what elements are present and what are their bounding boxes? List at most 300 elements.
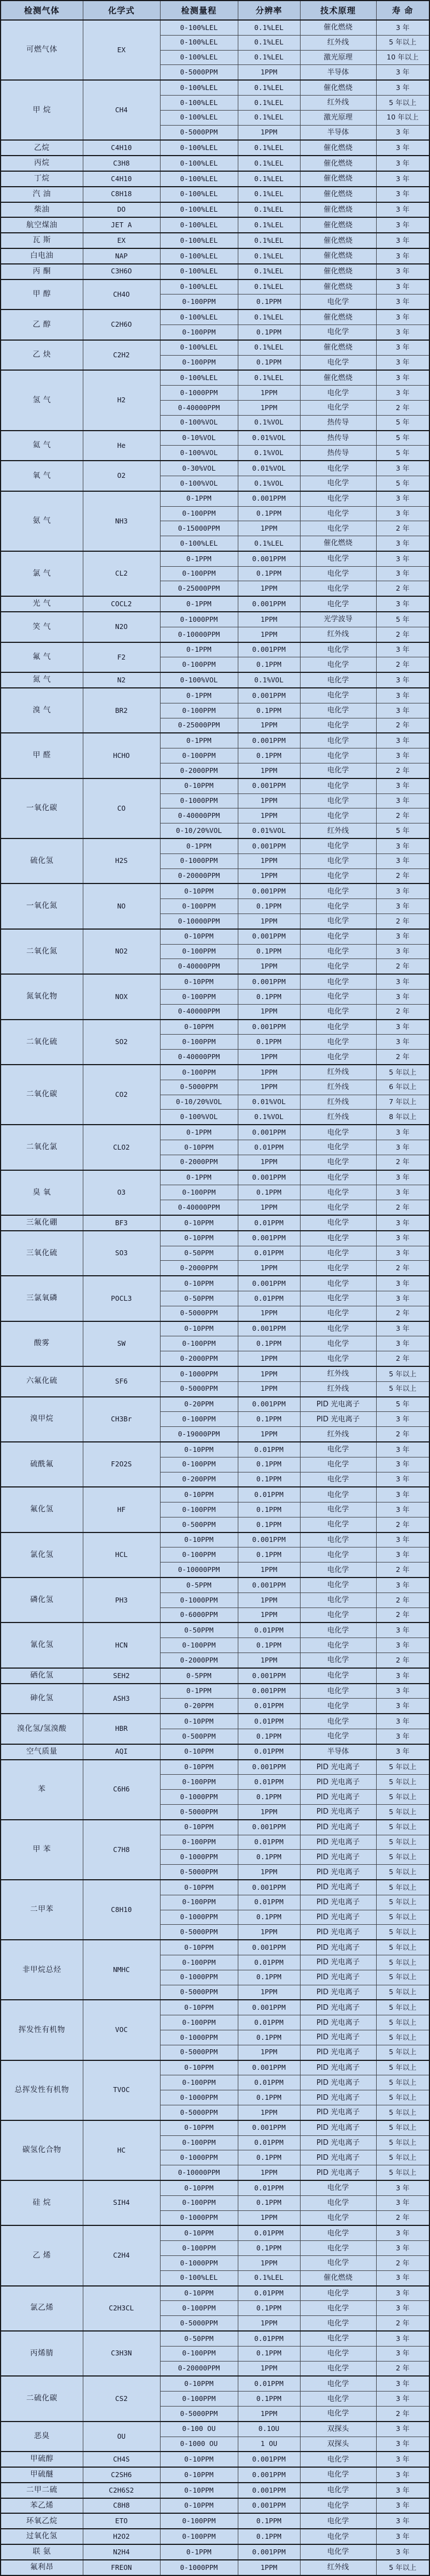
range-cell: 0-5000PPM	[160, 1306, 238, 1321]
principle-cell: 电化学	[300, 2346, 376, 2361]
gas-group	[1, 1231, 429, 1276]
principle-cell: 电化学	[300, 2376, 376, 2391]
principle-cell: PID 光电离子	[300, 1835, 376, 1850]
gas-group	[1, 2529, 429, 2544]
gas-group	[1, 2467, 429, 2483]
lifetime-cell: 5 年以上	[376, 2135, 429, 2150]
range-cell: 0-10PPM	[160, 1276, 238, 1291]
range-cell: 0-1PPM	[160, 596, 238, 612]
principle-cell: 电化学	[300, 581, 376, 596]
range-cell: 0-10PPM	[160, 1140, 238, 1155]
principle-cell: 红外线	[300, 95, 376, 110]
gas-name-cell: 溴化氢/氢溴酸	[1, 1714, 83, 1744]
principle-cell: PID 光电离子	[300, 1790, 376, 1805]
gas-group	[1, 929, 429, 974]
range-cell: 0-5000PPM	[160, 1080, 238, 1095]
lifetime-cell: 3 年	[376, 793, 429, 808]
lifetime-cell: 3 年	[376, 990, 429, 1005]
principle-cell: PID 光电离子	[300, 1955, 376, 1970]
gas-name-cell: 碳氢化合物	[1, 2120, 83, 2180]
chemical-formula-cell: H2O2	[83, 2529, 160, 2544]
resolution-cell: 0.01PPM	[238, 2015, 300, 2030]
range-cell: 0-100PPM	[160, 748, 238, 763]
resolution-cell: 0.1PPM	[238, 2030, 300, 2045]
gas-group	[1, 2180, 429, 2225]
resolution-cell: 0.01PPM	[238, 2376, 300, 2391]
resolution-cell: 0.1PPM	[238, 2346, 300, 2361]
lifetime-cell: 5 年以上	[376, 35, 429, 50]
lifetime-cell: 3 年	[376, 1246, 429, 1261]
lifetime-cell: 2 年	[376, 1155, 429, 1170]
resolution-cell: 1PPM	[238, 2255, 300, 2270]
spec-row	[1, 1532, 429, 1547]
resolution-cell: 0.001PPM	[238, 1940, 300, 1955]
range-cell: 0-10PPM	[160, 2225, 238, 2240]
lifetime-cell: 5 年以上	[376, 1940, 429, 1955]
resolution-cell: 1PPM	[238, 718, 300, 733]
resolution-cell: 0.1%VOL	[238, 672, 300, 688]
resolution-cell: 0.01PPM	[238, 1955, 300, 1970]
range-cell: 0-50PPM	[160, 2331, 238, 2346]
gas-name-cell: 一氧化碳	[1, 778, 83, 838]
resolution-cell: 0.1%LEL	[238, 370, 300, 385]
lifetime-cell: 3 年	[376, 1140, 429, 1155]
resolution-cell: 1PPM	[238, 763, 300, 778]
lifetime-cell: 2 年	[376, 2316, 429, 2331]
range-cell: 0-100%LEL	[160, 140, 238, 156]
principle-cell: 电化学	[300, 521, 376, 536]
gas-name-cell: 甲 苯	[1, 1820, 83, 1880]
gas-name-cell: 丙烯腈	[1, 2331, 83, 2376]
chemical-formula-cell: CS2	[83, 2376, 160, 2421]
chemical-formula-cell: C4H10	[83, 171, 160, 187]
resolution-cell: 1PPM	[238, 2316, 300, 2331]
range-cell: 0-100PPM	[160, 506, 238, 521]
lifetime-cell: 3 年	[376, 1321, 429, 1336]
spec-row	[1, 551, 429, 566]
chemical-formula-cell: BR2	[83, 688, 160, 733]
spec-row	[1, 2120, 429, 2135]
resolution-cell: 0.01PPM	[238, 1215, 300, 1231]
range-cell: 0-40000PPM	[160, 1200, 238, 1215]
lifetime-cell: 3 年	[376, 2498, 429, 2514]
principle-cell: 电化学	[300, 1577, 376, 1592]
chemical-formula-cell: BF3	[83, 1215, 160, 1231]
chemical-formula-cell: PH3	[83, 1577, 160, 1623]
gas-name-cell: 硒化氢	[1, 1668, 83, 1684]
resolution-cell: 1PPM	[238, 1366, 300, 1381]
principle-cell: 电化学	[300, 1607, 376, 1623]
resolution-cell: 0.01PPM	[238, 1487, 300, 1502]
lifetime-cell: 3 年	[376, 1276, 429, 1291]
lifetime-cell: 3 年	[376, 1185, 429, 1200]
principle-cell: 电化学	[300, 1547, 376, 1562]
gas-name-cell: 二氧化硫	[1, 1020, 83, 1065]
range-cell: 0-5000PPM	[160, 65, 238, 80]
principle-cell: 红外线	[300, 1095, 376, 1110]
lifetime-cell: 3 年	[376, 899, 429, 914]
lifetime-cell: 2 年	[376, 2361, 429, 2376]
principle-cell: 电化学	[300, 1517, 376, 1532]
gas-group	[1, 838, 429, 883]
resolution-cell: 1PPM	[238, 1080, 300, 1095]
chemical-formula-cell: FREON	[83, 2560, 160, 2575]
resolution-cell: 0.1PPM	[238, 1790, 300, 1805]
spec-row	[1, 1397, 429, 1412]
chemical-formula-cell: C7H8	[83, 1820, 160, 1880]
resolution-cell: 1PPM	[238, 914, 300, 929]
principle-cell: 电化学	[300, 2467, 376, 2483]
chemical-formula-cell: O3	[83, 1170, 160, 1215]
resolution-cell: 1PPM	[238, 1427, 300, 1442]
chemical-formula-cell: EX	[83, 233, 160, 248]
gas-group	[1, 1744, 429, 1760]
gas-group	[1, 2376, 429, 2421]
resolution-cell: 0.001PPM	[238, 1684, 300, 1699]
range-cell: 0-25000PPM	[160, 718, 238, 733]
principle-cell: 电化学	[300, 1336, 376, 1351]
principle-cell: 电化学	[300, 1246, 376, 1261]
chemical-formula-cell: C2H6O	[83, 309, 160, 340]
gas-group	[1, 1215, 429, 1231]
principle-cell: 催化燃烧	[300, 340, 376, 355]
principle-cell: 电化学	[300, 868, 376, 883]
chemical-formula-cell: HCL	[83, 1532, 160, 1577]
range-cell: 0-50PPM	[160, 1623, 238, 1638]
spec-row	[1, 171, 429, 187]
gas-group	[1, 1577, 429, 1623]
gas-group	[1, 1366, 429, 1397]
gas-group	[1, 2000, 429, 2060]
resolution-cell: 0.001PPM	[238, 2120, 300, 2135]
resolution-cell: 0.1%LEL	[238, 35, 300, 50]
principle-cell: 催化燃烧	[300, 80, 376, 95]
range-cell: 0-100%LEL	[160, 156, 238, 171]
range-cell: 0-1000PPM	[160, 2030, 238, 2045]
lifetime-cell: 5 年	[376, 446, 429, 461]
lifetime-cell: 5 年	[376, 612, 429, 627]
gas-group	[1, 1397, 429, 1442]
spec-row	[1, 80, 429, 95]
lifetime-cell: 3 年	[376, 370, 429, 385]
principle-cell: 电化学	[300, 778, 376, 793]
resolution-cell: 0.1PPM	[238, 1412, 300, 1427]
resolution-cell: 1PPM	[238, 1155, 300, 1170]
range-cell: 0-40000PPM	[160, 1050, 238, 1065]
range-cell: 0-1000PPM	[160, 1366, 238, 1381]
lifetime-cell: 5 年	[376, 476, 429, 491]
principle-cell: 电化学	[300, 1472, 376, 1487]
range-cell: 0-40000PPM	[160, 400, 238, 415]
gas-name-cell: 氟 气	[1, 642, 83, 673]
range-cell: 0-100PPM	[160, 1502, 238, 1517]
spec-row	[1, 688, 429, 703]
resolution-cell: 0.01%VOL	[238, 1095, 300, 1110]
gas-group	[1, 2452, 429, 2467]
principle-cell: PID 光电离子	[300, 1775, 376, 1790]
range-cell: 0-5000PPM	[160, 1865, 238, 1880]
lifetime-cell: 2 年	[376, 657, 429, 672]
principle-cell: PID 光电离子	[300, 2060, 376, 2075]
lifetime-cell: 3 年	[376, 748, 429, 763]
range-cell: 0-10PPM	[160, 2060, 238, 2075]
resolution-cell: 0.01PPM	[238, 2180, 300, 2195]
resolution-cell: 1PPM	[238, 1865, 300, 1880]
range-cell: 0-1000PPM	[160, 793, 238, 808]
principle-cell: 催化燃烧	[300, 187, 376, 202]
principle-cell: 电化学	[300, 838, 376, 853]
gas-name-cell: 二甲二硫	[1, 2483, 83, 2498]
gas-group	[1, 2513, 429, 2529]
resolution-cell: 0.1%LEL	[238, 536, 300, 551]
gas-group	[1, 2483, 429, 2498]
range-cell: 0-5000PPM	[160, 2316, 238, 2331]
chemical-formula-cell: ASH3	[83, 1684, 160, 1714]
gas-name-cell: 乙 醇	[1, 309, 83, 340]
principle-cell: 电化学	[300, 703, 376, 718]
lifetime-cell: 5 年以上	[376, 1805, 429, 1820]
principle-cell: PID 光电离子	[300, 2135, 376, 2150]
resolution-cell: 1PPM	[238, 1050, 300, 1065]
spec-row	[1, 974, 429, 989]
range-cell: 0-10PPM	[160, 1714, 238, 1729]
range-cell: 0-100PPM	[160, 899, 238, 914]
gas-name-cell: 甲 烷	[1, 80, 83, 140]
spec-row	[1, 1668, 429, 1684]
lifetime-cell: 3 年	[376, 1638, 429, 1653]
gas-name-cell: 氰化氢	[1, 1623, 83, 1668]
principle-cell: 催化燃烧	[300, 20, 376, 35]
resolution-cell: 0.001PPM	[238, 838, 300, 853]
principle-cell: 电化学	[300, 2498, 376, 2514]
principle-cell: PID 光电离子	[300, 2150, 376, 2165]
lifetime-cell: 3 年	[376, 1472, 429, 1487]
resolution-cell: 0.1%VOL	[238, 476, 300, 491]
chemical-formula-cell: VOC	[83, 2000, 160, 2060]
range-cell: 0-2000PPM	[160, 1155, 238, 1170]
resolution-cell: 0.1%VOL	[238, 446, 300, 461]
gas-group	[1, 248, 429, 264]
gas-name-cell: 可燃气体	[1, 20, 83, 80]
spec-row	[1, 2286, 429, 2301]
lifetime-cell: 5 年以上	[376, 1381, 429, 1396]
resolution-cell: 1PPM	[238, 1653, 300, 1668]
resolution-cell: 1PPM	[238, 612, 300, 627]
resolution-cell: 0.001PPM	[238, 491, 300, 506]
chemical-formula-cell: H2S	[83, 838, 160, 883]
chemical-formula-cell: OU	[83, 2422, 160, 2452]
principle-cell: 电化学	[300, 763, 376, 778]
resolution-cell: 0.1PPM	[238, 748, 300, 763]
lifetime-cell: 3 年	[376, 187, 429, 202]
range-cell: 0-100%VOL	[160, 672, 238, 688]
resolution-cell: 0.1%LEL	[238, 20, 300, 35]
principle-cell: PID 光电离子	[300, 1760, 376, 1775]
lifetime-cell: 2 年	[376, 959, 429, 974]
lifetime-cell: 3 年	[376, 1035, 429, 1050]
resolution-cell: 0.1%LEL	[238, 309, 300, 325]
range-cell: 0-1PPM	[160, 551, 238, 566]
principle-cell: 电化学	[300, 883, 376, 898]
range-cell: 0-15000PPM	[160, 521, 238, 536]
lifetime-cell: 3 年	[376, 672, 429, 688]
spec-row	[1, 2060, 429, 2075]
spec-row	[1, 340, 429, 355]
principle-cell: 电化学	[300, 990, 376, 1005]
lifetime-cell: 3 年	[376, 140, 429, 156]
principle-cell: 电化学	[300, 1231, 376, 1246]
lifetime-cell: 5 年以上	[376, 1985, 429, 2000]
range-cell: 0-10PPM	[160, 1880, 238, 1895]
range-cell: 0-10PPM	[160, 1744, 238, 1760]
resolution-cell: 0.001PPM	[238, 2452, 300, 2467]
gas-name-cell: 氧 气	[1, 461, 83, 491]
range-cell: 0-5000PPM	[160, 1985, 238, 2000]
lifetime-cell: 3 年	[376, 566, 429, 581]
principle-cell: 催化燃烧	[300, 140, 376, 156]
gas-name-cell: 非甲烷总烃	[1, 1940, 83, 2000]
gas-group	[1, 612, 429, 642]
lifetime-cell: 5 年以上	[376, 1835, 429, 1850]
range-cell: 0-100%VOL	[160, 446, 238, 461]
gas-name-cell: 硅 烷	[1, 2180, 83, 2225]
chemical-formula-cell: He	[83, 431, 160, 461]
lifetime-cell: 5 年以上	[376, 2120, 429, 2135]
range-cell: 0-1PPM	[160, 1170, 238, 1185]
spec-row	[1, 1760, 429, 1775]
range-cell: 0-1PPM	[160, 838, 238, 853]
resolution-cell: 0.1PPM	[238, 2529, 300, 2544]
principle-cell: PID 光电离子	[300, 1805, 376, 1820]
range-cell: 0-10PPM	[160, 929, 238, 944]
gas-name-cell: 氨 气	[1, 491, 83, 551]
gas-group	[1, 1125, 429, 1170]
lifetime-cell: 3 年	[376, 1502, 429, 1517]
spec-row	[1, 2498, 429, 2514]
resolution-cell: 0.01%VOL	[238, 431, 300, 446]
range-cell: 0-100%LEL	[160, 340, 238, 355]
lifetime-cell: 3 年	[376, 1457, 429, 1472]
range-cell: 0-100 OU	[160, 2422, 238, 2437]
chemical-formula-cell: SO3	[83, 1231, 160, 1276]
chemical-formula-cell: CH3Br	[83, 1397, 160, 1442]
lifetime-cell: 5 年	[376, 431, 429, 446]
gas-name-cell: 苯乙烯	[1, 2498, 83, 2514]
range-cell: 0-100PPM	[160, 2075, 238, 2090]
range-cell: 0-100PPM	[160, 1336, 238, 1351]
spec-row	[1, 20, 429, 35]
gas-group	[1, 1940, 429, 2000]
principle-cell: 电化学	[300, 748, 376, 763]
resolution-cell: 0.1PPM	[238, 2513, 300, 2529]
resolution-cell: 1PPM	[238, 1065, 300, 1080]
range-cell: 0-500PPM	[160, 1729, 238, 1744]
resolution-cell: 1PPM	[238, 1004, 300, 1019]
lifetime-cell: 5 年	[376, 415, 429, 430]
gas-group	[1, 340, 429, 371]
resolution-cell: 0.1PPM	[238, 899, 300, 914]
principle-cell: 电化学	[300, 1592, 376, 1607]
range-cell: 0-100PPM	[160, 1955, 238, 1970]
principle-cell: 热传导	[300, 415, 376, 430]
spec-row	[1, 1321, 429, 1336]
gas-name-cell: 六氟化硫	[1, 1366, 83, 1397]
principle-cell: PID 光电离子	[300, 2000, 376, 2015]
chemical-formula-cell: C2H3CL	[83, 2286, 160, 2331]
resolution-cell: 0.01PPM	[238, 2286, 300, 2301]
lifetime-cell: 3 年	[376, 778, 429, 793]
column-header-5: 寿 命	[376, 1, 429, 20]
gas-name-cell: 二甲苯	[1, 1880, 83, 1940]
range-cell: 0-1000PPM	[160, 1592, 238, 1607]
resolution-cell: 0.01PPM	[238, 1714, 300, 1729]
principle-cell: 电化学	[300, 400, 376, 415]
resolution-cell: 0.1%LEL	[238, 217, 300, 233]
gas-group	[1, 264, 429, 279]
range-cell: 0-100PPM	[160, 703, 238, 718]
range-cell: 0-10PPM	[160, 1532, 238, 1547]
resolution-cell: 0.001PPM	[238, 2000, 300, 2015]
range-cell: 0-100%LEL	[160, 80, 238, 95]
principle-cell: 电化学	[300, 325, 376, 340]
gas-group	[1, 233, 429, 248]
gas-name-cell: 氮 气	[1, 672, 83, 688]
principle-cell: 电化学	[300, 1684, 376, 1699]
range-cell: 0-10PPM	[160, 1231, 238, 1246]
range-cell: 0-100%LEL	[160, 279, 238, 294]
lifetime-cell: 3 年	[376, 340, 429, 355]
range-cell: 0-100%LEL	[160, 202, 238, 218]
resolution-cell: 1PPM	[238, 853, 300, 868]
chemical-formula-cell: DO	[83, 202, 160, 218]
gas-name-cell: 酸雾	[1, 1321, 83, 1366]
range-cell: 0-5PPM	[160, 1577, 238, 1592]
gas-name-cell: 丙烷	[1, 156, 83, 171]
principle-cell: 电化学	[300, 551, 376, 566]
range-cell: 0-10PPM	[160, 883, 238, 898]
lifetime-cell: 5 年以上	[376, 1760, 429, 1775]
lifetime-cell: 3 年	[376, 386, 429, 401]
range-cell: 0-100PPM	[160, 2513, 238, 2529]
range-cell: 0-100PPM	[160, 1547, 238, 1562]
range-cell: 0-10PPM	[160, 1215, 238, 1231]
gas-name-cell: 乙 烯	[1, 2225, 83, 2285]
lifetime-cell: 5 年以上	[376, 1895, 429, 1910]
resolution-cell: 1PPM	[238, 521, 300, 536]
range-cell: 0-10PPM	[160, 2000, 238, 2015]
range-cell: 0-10000PPM	[160, 627, 238, 642]
spec-row	[1, 2000, 429, 2015]
resolution-cell: 1PPM	[238, 1592, 300, 1607]
range-cell: 0-100PPM	[160, 1065, 238, 1080]
lifetime-cell: 3 年	[376, 2529, 429, 2544]
lifetime-cell: 3 年	[376, 309, 429, 325]
range-cell: 0-1000PPM	[160, 1790, 238, 1805]
principle-cell: 红外线	[300, 1366, 376, 1381]
spec-row	[1, 431, 429, 446]
range-cell: 0-1000PPM	[160, 2150, 238, 2165]
range-cell: 0-100PPM	[160, 294, 238, 309]
spec-row	[1, 1744, 429, 1760]
spec-row	[1, 2513, 429, 2529]
lifetime-cell: 3 年	[376, 355, 429, 370]
lifetime-cell: 2 年	[376, 521, 429, 536]
range-cell: 0-5000PPM	[160, 1381, 238, 1396]
gas-name-cell: 过氧化氢	[1, 2529, 83, 2544]
principle-cell: 红外线	[300, 823, 376, 838]
principle-cell: PID 光电离子	[300, 2045, 376, 2060]
gas-name-cell: 乙烷	[1, 140, 83, 156]
